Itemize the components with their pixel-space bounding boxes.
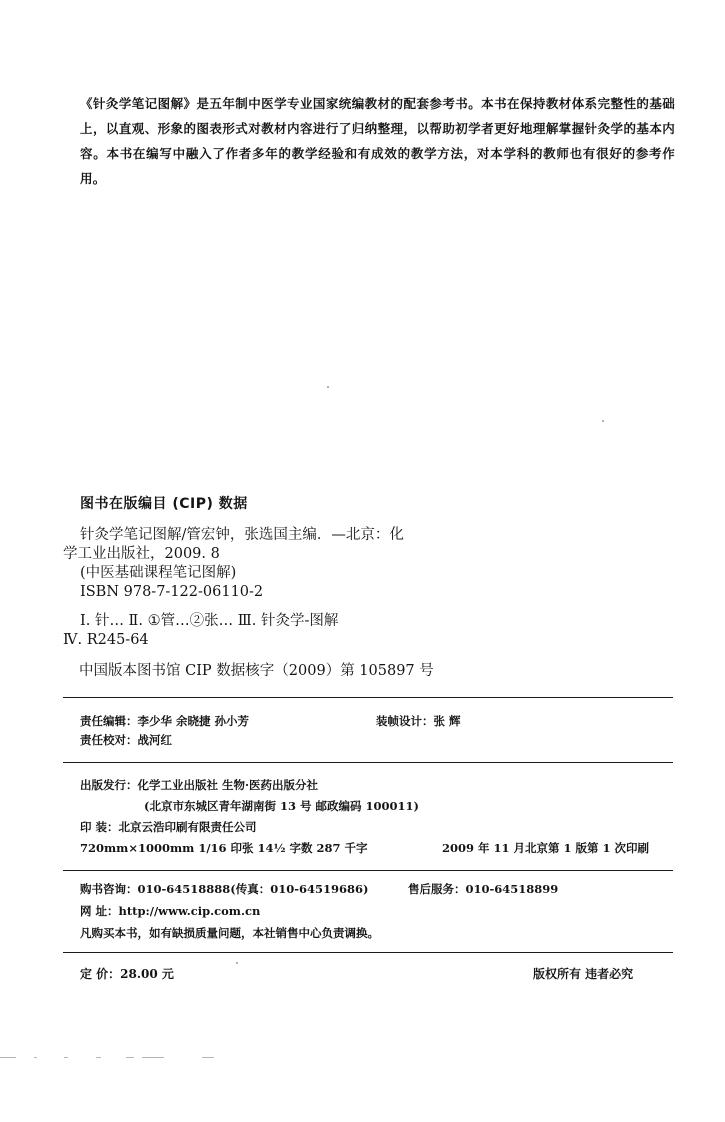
- edition-line: 2009 年 11 月北京第 1 版第 1 次印刷: [442, 841, 650, 855]
- publisher-address: (北京市东城区青年湖南街 13 号 邮政编码 100011): [144, 799, 419, 813]
- publisher-line: 出版发行：化学工业出版社 生物·医药出版分社: [80, 778, 319, 792]
- printer-line: 印 装：北京云浩印刷有限责任公司: [80, 820, 257, 834]
- scan-dash: [126, 1057, 134, 1058]
- cip-subject-line-1: Ⅰ. 针… Ⅱ. ①管…②张… Ⅲ. 针灸学-图解: [80, 613, 339, 629]
- scan-speck: [602, 420, 604, 422]
- price-line: 定 价：28.00 元: [80, 967, 174, 981]
- cip-data-number: 中国版本图书馆 CIP 数据核字（2009）第 105897 号: [79, 663, 434, 679]
- scan-speck: [327, 386, 329, 388]
- intro-paragraph: 《针灸学笔记图解》是五年制中医学专业国家统编教材的配套参考书。本书在保持教材体系完整性的基础上，以直观、形象的图表形式对教材内容进行了归纳整理，以帮助初学者更好地理解掌握针灸学的基本内容。本书在编写中融入了作者多年的教学经验和有成效的教学方法，对本学科的教师也有很好的参考作用。: [80, 96, 675, 186]
- rights-notice: 版权所有 违者必究: [533, 967, 634, 981]
- cip-title-line-1: 针灸学笔记图解/管宏钟，张选国主编．—北京：化: [80, 527, 404, 543]
- proofreader: 责任校对：战河红: [80, 733, 172, 747]
- divider-rule: [63, 952, 673, 953]
- scan-dash: [96, 1057, 101, 1058]
- purchase-contact: 购书咨询：010-64518888(传真：010-64519686): [80, 882, 369, 896]
- cip-record: [63, 526, 483, 650]
- responsible-editor: 责任编辑：李少华 余晓捷 孙小芳: [80, 714, 250, 728]
- website-line: 网 址：http://www.cip.com.cn: [80, 904, 261, 918]
- binding-design: 装帧设计：张 辉: [376, 714, 461, 728]
- scan-dash: [34, 1057, 37, 1058]
- scan-speck: [236, 962, 238, 964]
- divider-rule: [63, 697, 673, 698]
- exchange-notice: 凡购买本书，如有缺损质量问题，本社销售中心负责调换。: [80, 926, 379, 940]
- after-sales-contact: 售后服务：010-64518899: [408, 882, 559, 896]
- scan-dash: [64, 1057, 68, 1058]
- divider-rule: [63, 870, 673, 871]
- divider-rule: [63, 762, 673, 763]
- scan-dash: [202, 1057, 214, 1058]
- cip-title-line-2: 学工业出版社，2009. 8: [63, 546, 220, 562]
- cip-series: (中医基础课程笔记图解): [80, 565, 237, 581]
- cip-subject-line-2: Ⅳ. R245-64: [63, 632, 149, 648]
- scan-dash: [0, 1057, 16, 1058]
- cip-isbn: ISBN 978-7-122-06110-2: [80, 584, 264, 600]
- cip-heading: 图书在版编目 (CIP) 数据: [80, 496, 248, 512]
- format-line: 720mm×1000mm 1/16 印张 14½ 字数 287 千字: [80, 841, 368, 855]
- scan-dash: [142, 1057, 164, 1058]
